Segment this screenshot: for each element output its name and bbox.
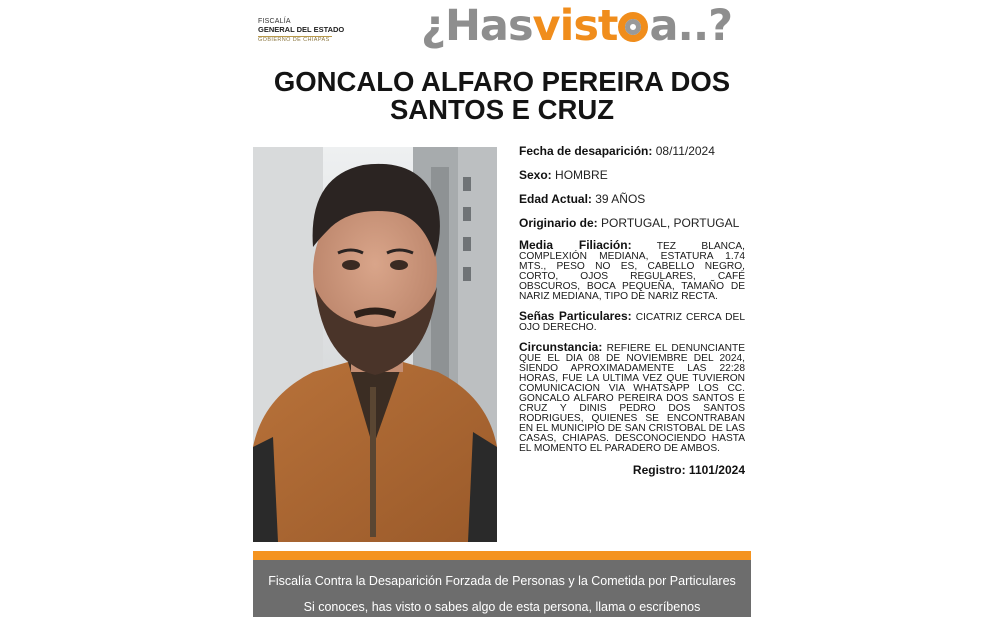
footer-call-to-action: Si conoces, has visto o sabes algo de esta persona, llama o escríbenos <box>303 600 701 614</box>
distinguishing-marks-value: CICATRIZ CERCA DEL OJO DERECHO. <box>519 312 745 333</box>
sex-value: HOMBRE <box>555 168 608 182</box>
age-value: 39 AÑOS <box>595 192 646 206</box>
missing-person-poster <box>253 0 751 620</box>
brand-highlight-2: a <box>649 1 678 51</box>
agency-line-1: FISCALÍA <box>258 18 291 25</box>
distinguishing-marks-label: Señas Particulares: <box>519 309 632 323</box>
physical-description-label: Media Filiación: <box>519 238 632 252</box>
disappearance-date-label: Fecha de desaparición: <box>519 144 653 158</box>
person-name-line-1: GONCALO ALFARO PEREIRA DOS <box>273 66 731 97</box>
details-panel <box>519 144 745 477</box>
person-name <box>253 68 751 124</box>
age-label: Edad Actual: <box>519 192 592 206</box>
person-photo-image <box>253 147 497 542</box>
circumstances <box>519 342 745 454</box>
circumstances-label: Circunstancia: <box>519 340 603 354</box>
physical-description-value: TEZ BLANCA, COMPLEXIÓN MEDIANA, ESTATURA 1.74 MTS., PESO NO ES, CABELLO NEGRO, CORTO, OJOS REGULARES, CAFÉ OBSCUROS, BOCA PEQUEÑA, TAMAÑO DE NARIZ MEDIANA, TIPO DE NARIZ RECTA. <box>519 241 745 302</box>
brand-suffix: ..? <box>677 1 733 51</box>
sex-label: Sexo: <box>519 168 552 182</box>
origin-label: Originario de: <box>519 216 598 230</box>
disappearance-date-row <box>519 144 745 159</box>
brand-highlight-1: vist <box>532 1 618 51</box>
circumstances-value: REFIERE EL DENUNCIANTE QUE EL DIA 08 DE NOVIEMBRE DEL 2024, SIENDO APROXIMADAMENTE LAS 22:28 HORAS, FUE LA ULTIMA VEZ QUE TUVIERON COMUNICACION VIA WHATSAPP LOS CC. GONCALO ALFARO PEREIRA DOS SANTOS E CRUZ Y DINIS PEDRO DOS SANTOS RODRIGUES, QUIENES SE ENCONTRABAN EN EL MUNICIPIO DE SAN CRISTOBAL DE LAS CASAS, CHIAPAS. DESCONOCIENDO HASTA EL MOMENTO EL PARADERO DE AMBOS. <box>519 343 745 454</box>
footer-agency-text: Fiscalía Contra la Desaparición Forzada de Personas y la Cometida por Particulares <box>268 574 736 588</box>
disappearance-date-value: 08/11/2024 <box>655 144 715 158</box>
physical-description <box>519 240 745 302</box>
footer-accent-band <box>253 551 751 560</box>
origin-value: PORTUGAL, PORTUGAL <box>601 216 740 230</box>
age-row <box>519 192 745 207</box>
origin-row <box>519 216 745 231</box>
person-photo <box>253 147 497 542</box>
registration-number: Registro: 1101/2024 <box>632 463 745 477</box>
agency-line-3: GOBIERNO DE CHIAPAS <box>258 36 330 43</box>
eye-icon <box>618 12 648 42</box>
brand-logo <box>421 2 732 50</box>
agency-logo <box>258 18 348 43</box>
distinguishing-marks <box>519 311 745 333</box>
person-name-line-2: SANTOS E CRUZ <box>389 94 615 125</box>
brand-prefix: ¿Has <box>421 1 533 51</box>
sex-row <box>519 168 745 183</box>
agency-line-2: GENERAL DEL ESTADO <box>258 25 345 34</box>
